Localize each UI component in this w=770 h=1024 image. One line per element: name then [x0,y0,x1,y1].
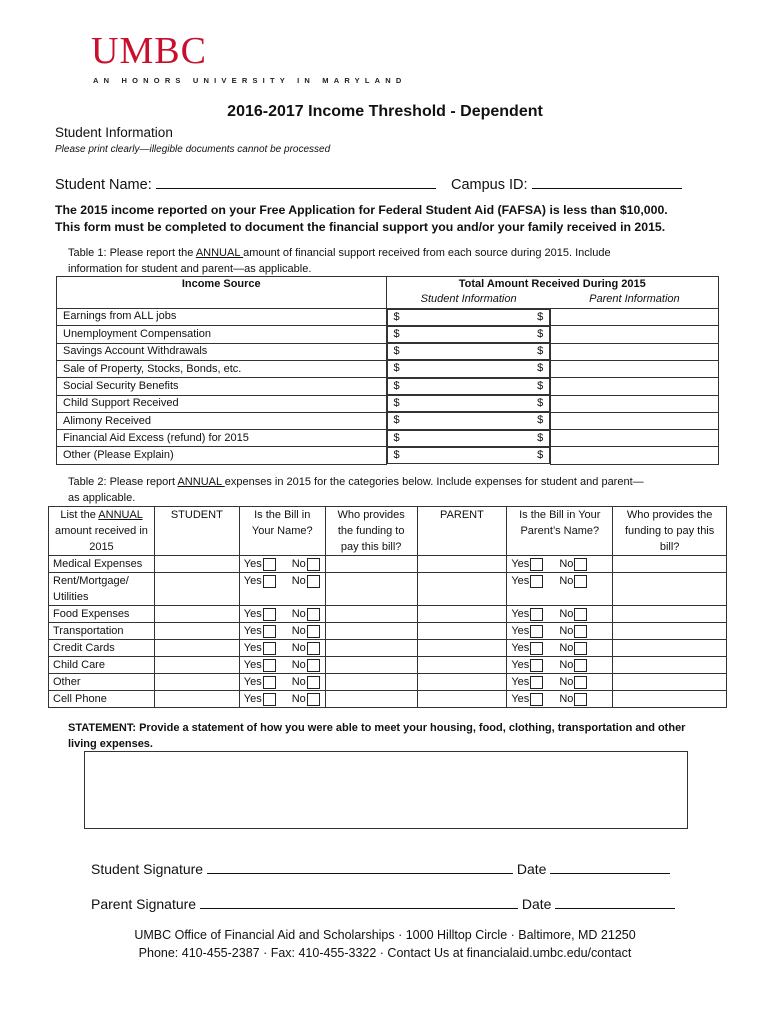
parent-amount-cell[interactable] [551,412,719,429]
parent-amount-cell[interactable] [551,326,719,343]
currency-symbol-right: $ [537,327,544,340]
yes-label: Yes [243,575,262,587]
income-source-cell: Earnings from ALL jobs [57,308,387,326]
currency-symbol: $ [393,327,400,340]
no-label: No [291,642,306,654]
income-row [57,395,719,412]
expense-row [49,674,727,691]
parent-funding-cell[interactable] [613,573,727,606]
expense-category-cell: Rent/Mortgage/ Utilities [49,573,155,606]
table1-instructions: Table 1: Please report the ANNUAL amount of financial support received from each source during 2015. Include information for student and parent—as applicable. [68,247,611,275]
student-amount-cell[interactable] [387,309,551,326]
income-row [57,360,719,377]
student-amount-cell[interactable] [387,395,551,412]
footer-address: UMBC Office of Financial Aid and Scholarships · 1000 Hilltop Circle · Baltimore, MD 21250 [134,928,636,942]
statement-box[interactable] [84,751,688,829]
student-funding-cell[interactable] [325,606,417,623]
parent-amount-cell[interactable] [417,657,507,674]
expense-row [49,606,727,623]
income-source-cell: Social Security Benefits [57,378,387,395]
student-funding-cell[interactable] [325,674,417,691]
student-amount-cell[interactable] [154,623,239,640]
student-bill-yes-no-group [244,657,321,673]
yes-label: Yes [511,558,530,570]
currency-symbol: $ [393,448,400,461]
parent-amount-cell[interactable] [417,640,507,657]
no-label: No [291,659,306,671]
who-provides-parent-header: Who provides the funding to pay this bill? [613,507,727,556]
student-amount-cell[interactable] [154,640,239,657]
no-checkbox[interactable] [307,575,320,588]
income-row [57,308,719,326]
yes-label: Yes [511,642,530,654]
parent-amount-cell[interactable] [551,343,719,360]
currency-symbol: $ [393,397,400,410]
yes-checkbox[interactable] [530,693,543,706]
currency-symbol: $ [393,431,400,444]
income-row [57,378,719,395]
expense-row [49,640,727,657]
yes-label: Yes [243,625,262,637]
list-annual-header: List the ANNUAL amount received in 2015 [49,507,155,556]
income-row [57,430,719,447]
yes-checkbox[interactable] [530,676,543,689]
student-bill-yes-no-group [244,691,321,707]
expense-row [49,657,727,674]
parent-bill-yes-no-group [511,573,608,589]
no-checkbox[interactable] [307,693,320,706]
no-label: No [559,659,574,671]
parent-funding-cell[interactable] [613,556,727,573]
currency-symbol-right: $ [537,345,544,358]
currency-symbol: $ [393,345,400,358]
no-checkbox[interactable] [574,642,587,655]
student-information-header: Student Information [386,292,551,308]
who-provides-student-header: Who provides the funding to pay this bill? [325,507,417,556]
student-bill-yes-no-group [244,640,321,656]
income-source-cell: Sale of Property, Stocks, Bonds, etc. [57,360,387,377]
student-amount-cell[interactable] [154,606,239,623]
no-checkbox[interactable] [574,676,587,689]
student-information-heading: Student Information [55,125,173,140]
income-source-cell: Savings Account Withdrawals [57,343,387,360]
student-amount-cell[interactable] [154,657,239,674]
no-label: No [291,608,306,620]
no-label: No [291,676,306,688]
income-source-cell: Alimony Received [57,412,387,429]
no-checkbox[interactable] [574,575,587,588]
currency-symbol-right: $ [537,379,544,392]
parent-funding-cell[interactable] [613,674,727,691]
expense-category-cell: Medical Expenses [49,556,155,573]
student-amount-cell[interactable] [387,430,551,447]
parent-amount-cell[interactable] [551,308,719,326]
student-signature-field[interactable] [207,859,513,874]
print-note: Please print clearly—illegible documents cannot be processed [55,144,331,155]
no-checkbox[interactable] [307,676,320,689]
no-label: No [291,575,306,587]
student-column-header: STUDENT [154,507,239,556]
student-amount-cell[interactable] [154,691,239,708]
parent-signature-field[interactable] [200,894,518,909]
no-checkbox[interactable] [574,659,587,672]
table2-instructions: Table 2: Please report ANNUAL expenses in 2015 for the categories below. Include expenses for student and parent— as applicable. [68,476,644,504]
no-label: No [559,625,574,637]
currency-symbol: $ [393,362,400,375]
parent-bill-yes-no-group [511,657,608,673]
student-bill-yes-no-group [244,623,321,639]
student-bill-yes-no-group [244,556,321,572]
expense-category-cell: Credit Cards [49,640,155,657]
no-label: No [291,625,306,637]
parent-amount-cell[interactable] [417,573,507,606]
parent-amount-cell[interactable] [417,606,507,623]
no-label: No [559,642,574,654]
parent-bill-yes-no-group [511,556,608,572]
expense-row [49,691,727,708]
income-source-cell: Other (Please Explain) [57,447,387,464]
no-checkbox[interactable] [307,659,320,672]
income-row [57,343,719,360]
no-checkbox[interactable] [574,558,587,571]
form-title: 2016-2017 Income Threshold - Dependent [227,103,543,120]
no-checkbox[interactable] [307,642,320,655]
campus-id-row [451,174,682,193]
parent-bill-yes-no-group [511,640,608,656]
campus-id-label: Campus ID: [451,177,528,193]
income-source-cell: Financial Aid Excess (refund) for 2015 [57,430,387,447]
expense-category-cell: Cell Phone [49,691,155,708]
parent-amount-cell[interactable] [417,623,507,640]
income-source-header: Income Source [57,277,387,293]
statement-prompt: STATEMENT: Provide a statement of how you were able to meet your housing, food, clothing, transportation and other living expenses. [68,722,686,750]
no-label: No [559,676,574,688]
no-checkbox[interactable] [574,608,587,621]
yes-checkbox[interactable] [263,642,276,655]
student-amount-cell[interactable] [154,674,239,691]
no-label: No [291,693,306,705]
parent-amount-cell[interactable] [417,674,507,691]
campus-id-field[interactable] [532,174,682,189]
yes-checkbox[interactable] [263,659,276,672]
student-signature-row [91,859,670,877]
parent-amount-cell[interactable] [551,447,719,464]
student-funding-cell[interactable] [325,573,417,606]
income-source-cell: Child Support Received [57,395,387,412]
parent-funding-cell[interactable] [613,657,727,674]
yes-label: Yes [511,608,530,620]
no-label: No [559,575,574,587]
parent-bill-yes-no-group [511,674,608,690]
yes-label: Yes [511,625,530,637]
parent-amount-cell[interactable] [551,430,719,447]
parent-bill-yes-no-group [511,691,608,707]
no-checkbox[interactable] [307,558,320,571]
currency-symbol-right: $ [537,397,544,410]
form-purpose-notice: This form must be completed to document the financial support you and/or your family received in 2015. [55,220,666,234]
parent-funding-cell[interactable] [613,691,727,708]
income-row [57,412,719,429]
expense-category-cell: Child Care [49,657,155,674]
student-amount-cell[interactable] [387,412,551,429]
yes-label: Yes [243,642,262,654]
yes-label: Yes [243,676,262,688]
footer-contact: Phone: 410-455-2387 · Fax: 410-455-3322 · Contact Us at financialaid.umbc.edu/contact [138,946,632,960]
student-date-label: Date [516,861,547,877]
student-amount-cell[interactable] [387,378,551,395]
bill-in-parent-name-header: Is the Bill in Your Parent’s Name? [507,507,613,556]
yes-checkbox[interactable] [530,659,543,672]
yes-label: Yes [243,659,262,671]
parent-date-label: Date [521,896,552,912]
yes-checkbox[interactable] [263,558,276,571]
student-amount-cell[interactable] [387,343,551,360]
umbc-logo: UMBC [91,30,207,72]
yes-label: Yes [511,693,530,705]
parent-signature-row [91,894,675,912]
no-checkbox[interactable] [574,693,587,706]
parent-funding-cell[interactable] [613,623,727,640]
currency-symbol-right: $ [537,310,544,323]
expense-row [49,556,727,573]
yes-checkbox[interactable] [530,575,543,588]
bill-in-your-name-header: Is the Bill in Your Name? [239,507,325,556]
expenses-table [48,506,727,708]
parent-column-header: PARENT [417,507,507,556]
parent-funding-cell[interactable] [613,606,727,623]
currency-symbol: $ [393,379,400,392]
student-name-label: Student Name: [55,177,152,193]
student-signature-label: Student Signature [91,861,204,877]
student-funding-cell[interactable] [325,623,417,640]
student-amount-cell[interactable] [154,573,239,606]
yes-checkbox[interactable] [263,676,276,689]
student-name-field[interactable] [156,174,436,189]
student-amount-cell[interactable] [387,360,551,377]
yes-checkbox[interactable] [530,642,543,655]
income-source-cell: Unemployment Compensation [57,326,387,343]
expense-row [49,573,727,606]
yes-label: Yes [243,558,262,570]
currency-symbol-right: $ [537,414,544,427]
parent-bill-yes-no-group [511,606,608,622]
logo-tagline: AN HONORS UNIVERSITY IN MARYLAND [93,76,407,85]
parent-bill-yes-no-group [511,623,608,639]
yes-checkbox[interactable] [263,575,276,588]
yes-checkbox[interactable] [530,558,543,571]
parent-amount-cell[interactable] [551,378,719,395]
fafsa-notice: The 2015 income reported on your Free Application for Federal Student Aid (FAFSA) is less than $10,000. [55,203,668,217]
currency-symbol-right: $ [537,448,544,461]
yes-label: Yes [243,693,262,705]
currency-symbol: $ [393,310,400,323]
yes-checkbox[interactable] [530,608,543,621]
expense-category-cell: Food Expenses [49,606,155,623]
student-name-row [55,174,436,193]
parent-amount-cell[interactable] [417,691,507,708]
parent-information-header: Parent Information [551,292,719,308]
no-checkbox[interactable] [307,625,320,638]
currency-symbol: $ [393,414,400,427]
no-label: No [559,558,574,570]
yes-label: Yes [511,676,530,688]
yes-checkbox[interactable] [530,625,543,638]
student-bill-yes-no-group [244,573,321,589]
student-amount-cell[interactable] [387,326,551,343]
no-label: No [291,558,306,570]
currency-symbol-right: $ [537,362,544,375]
yes-checkbox[interactable] [263,693,276,706]
student-amount-cell[interactable] [387,447,551,464]
income-source-table [56,276,719,465]
yes-label: Yes [511,659,530,671]
yes-label: Yes [511,575,530,587]
no-checkbox[interactable] [307,608,320,621]
total-amount-header: Total Amount Received During 2015 [386,277,719,293]
income-row [57,447,719,464]
yes-checkbox[interactable] [263,625,276,638]
student-funding-cell[interactable] [325,640,417,657]
student-funding-cell[interactable] [325,691,417,708]
no-label: No [559,608,574,620]
parent-amount-cell[interactable] [551,395,719,412]
parent-amount-cell[interactable] [417,556,507,573]
expense-category-cell: Other [49,674,155,691]
parent-funding-cell[interactable] [613,640,727,657]
no-label: No [559,693,574,705]
student-funding-cell[interactable] [325,657,417,674]
parent-date-field[interactable] [555,894,675,909]
no-checkbox[interactable] [574,625,587,638]
student-funding-cell[interactable] [325,556,417,573]
income-row [57,326,719,343]
expense-row [49,623,727,640]
parent-signature-label: Parent Signature [91,896,197,912]
yes-checkbox[interactable] [263,608,276,621]
parent-amount-cell[interactable] [551,360,719,377]
currency-symbol-right: $ [537,431,544,444]
student-date-field[interactable] [550,859,670,874]
student-amount-cell[interactable] [154,556,239,573]
yes-label: Yes [243,608,262,620]
expense-category-cell: Transportation [49,623,155,640]
student-bill-yes-no-group [244,674,321,690]
student-bill-yes-no-group [244,606,321,622]
